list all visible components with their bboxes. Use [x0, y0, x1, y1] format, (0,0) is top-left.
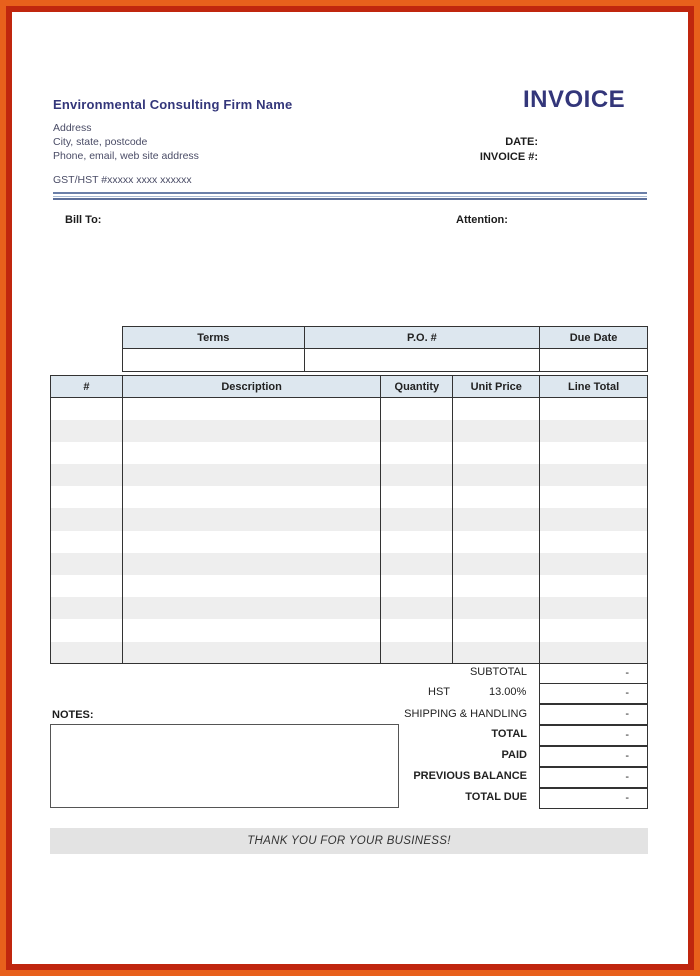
total-due-value[interactable]: -: [539, 788, 648, 809]
terms-table: [122, 326, 648, 372]
hst-rate[interactable]: 13.00%: [489, 686, 527, 698]
table-row: [51, 398, 648, 420]
table-row: [51, 597, 648, 619]
table-row: [51, 464, 648, 486]
table-row: [51, 486, 648, 508]
subtotal-label: SUBTOTAL: [469, 666, 527, 678]
address-line: Address: [53, 122, 92, 134]
previous-balance-label: PREVIOUS BALANCE: [413, 770, 527, 782]
attention-label: Attention:: [456, 214, 508, 226]
invoice-page: [12, 12, 688, 964]
subtotal-value[interactable]: -: [539, 663, 648, 684]
table-row: [51, 619, 648, 641]
line-total-header: Line Total: [540, 376, 648, 398]
paid-value[interactable]: -: [539, 746, 648, 767]
notes-box[interactable]: [50, 724, 399, 808]
header-divider-mid: [53, 196, 647, 197]
paid-label: PAID: [501, 749, 527, 761]
contact-line: Phone, email, web site address: [53, 150, 199, 162]
due-date-cell[interactable]: [540, 349, 648, 372]
total-value[interactable]: -: [539, 725, 648, 746]
previous-balance-value[interactable]: -: [539, 767, 648, 788]
header-divider: [53, 192, 647, 194]
table-row: [51, 575, 648, 597]
po-cell[interactable]: [304, 349, 540, 372]
city-line: City, state, postcode: [53, 136, 148, 148]
table-row: [51, 442, 648, 464]
item-number-header: #: [51, 376, 123, 398]
notes-label: NOTES:: [52, 709, 94, 721]
header-divider-bottom: [53, 198, 647, 200]
unit-price-header: Unit Price: [453, 376, 540, 398]
line-items-table: [50, 375, 648, 664]
table-row: [51, 553, 648, 575]
hst-value[interactable]: -: [539, 683, 648, 704]
total-label: TOTAL: [491, 728, 527, 740]
table-row: [51, 420, 648, 442]
hst-label: HST: [428, 686, 450, 698]
table-row: [51, 531, 648, 553]
table-row: [51, 642, 648, 664]
invoice-number-label: INVOICE #:: [479, 151, 538, 163]
description-header: Description: [122, 376, 381, 398]
due-date-header: Due Date: [540, 327, 648, 349]
doc-title: INVOICE: [523, 86, 626, 113]
total-due-label: TOTAL DUE: [465, 791, 527, 803]
bill-to-label: Bill To:: [65, 214, 102, 226]
firm-name: Environmental Consulting Firm Name: [53, 97, 293, 112]
date-label: DATE:: [505, 136, 538, 148]
terms-header: Terms: [123, 327, 305, 349]
shipping-value[interactable]: -: [539, 704, 648, 725]
po-header: P.O. #: [304, 327, 540, 349]
table-row: [51, 508, 648, 530]
quantity-header: Quantity: [381, 376, 453, 398]
terms-cell[interactable]: [123, 349, 305, 372]
thank-you-banner: THANK YOU FOR YOUR BUSINESS!: [50, 828, 648, 854]
gst-line: GST/HST #xxxxx xxxx xxxxxx: [53, 174, 192, 186]
shipping-label: SHIPPING & HANDLING: [404, 708, 527, 720]
